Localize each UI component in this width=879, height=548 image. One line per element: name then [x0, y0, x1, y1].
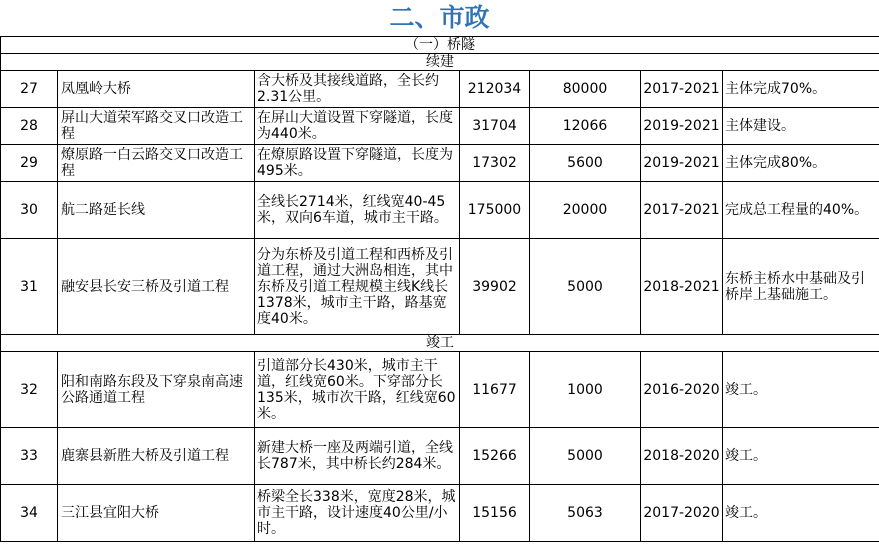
total-investment: 17302	[460, 145, 530, 182]
construction-years: 2019-2021	[641, 108, 723, 145]
planned-investment: 5000	[530, 428, 641, 485]
group-header-completed: 竣工	[1, 335, 879, 352]
planned-investment: 5000	[530, 239, 641, 335]
planned-investment: 5600	[530, 145, 641, 182]
page-title: 二、市政	[389, 3, 490, 32]
table-row	[1, 108, 879, 145]
construction-years: 2016-2020	[641, 352, 723, 428]
progress: 主体建设。	[723, 108, 879, 145]
construction-scope: 引道部分长430米，城市主干道，红线宽60米。下穿部分长135米，城市次干路，红线宽60米。	[255, 352, 460, 428]
construction-scope: 在屏山大道设置下穿隧道，长度为440米。	[255, 108, 460, 145]
project-name: 凤凰岭大桥	[58, 71, 255, 108]
table-row	[1, 428, 879, 485]
planned-investment: 20000	[530, 182, 641, 239]
table-row	[1, 352, 879, 428]
total-investment: 11677	[460, 352, 530, 428]
group-header-ongoing: 续建	[1, 54, 879, 71]
project-table	[0, 36, 879, 542]
row-number: 28	[1, 108, 58, 145]
row-number: 31	[1, 239, 58, 335]
progress: 竣工。	[723, 352, 879, 428]
planned-investment: 1000	[530, 352, 641, 428]
row-number: 29	[1, 145, 58, 182]
row-number: 30	[1, 182, 58, 239]
total-investment: 39902	[460, 239, 530, 335]
row-number: 34	[1, 485, 58, 542]
table-row	[1, 71, 879, 108]
project-name: 燎原路一白云路交叉口改造工程	[58, 145, 255, 182]
table-row	[1, 182, 879, 239]
total-investment: 212034	[460, 71, 530, 108]
construction-scope: 新建大桥一座及两端引道，全线长787米，其中桥长约284米。	[255, 428, 460, 485]
total-investment: 15156	[460, 485, 530, 542]
progress: 主体完成80%。	[723, 145, 879, 182]
planned-investment: 80000	[530, 71, 641, 108]
project-name: 融安县长安三桥及引道工程	[58, 239, 255, 335]
project-name: 屏山大道荣军路交叉口改造工程	[58, 108, 255, 145]
project-name: 航二路延长线	[58, 182, 255, 239]
section-header: （一）桥隧	[1, 37, 879, 54]
total-investment: 175000	[460, 182, 530, 239]
row-number: 32	[1, 352, 58, 428]
project-name: 阳和南路东段及下穿泉南高速公路通道工程	[58, 352, 255, 428]
construction-scope: 分为东桥及引道工程和西桥及引道工程，通过大洲岛相连，其中东桥及引道工程规模主线K线长1378米，城市主干路，路基宽度40米。	[255, 239, 460, 335]
table-row	[1, 239, 879, 335]
project-name: 三江县宜阳大桥	[58, 485, 255, 542]
construction-years: 2018-2020	[641, 428, 723, 485]
construction-years: 2017-2021	[641, 182, 723, 239]
progress: 竣工。	[723, 485, 879, 542]
construction-years: 2017-2021	[641, 71, 723, 108]
construction-scope: 在燎原路设置下穿隧道，长度为495米。	[255, 145, 460, 182]
construction-scope: 全线长2714米，红线宽40-45米，双向6车道，城市主干路。	[255, 182, 460, 239]
progress: 竣工。	[723, 428, 879, 485]
progress: 完成总工程量的40%。	[723, 182, 879, 239]
progress: 东桥主桥水中基础及引桥岸上基础施工。	[723, 239, 879, 335]
row-number: 33	[1, 428, 58, 485]
planned-investment: 5063	[530, 485, 641, 542]
table-row	[1, 485, 879, 542]
construction-scope: 桥梁全长338米，宽度28米，城市主干路，设计速度40公里/小时。	[255, 485, 460, 542]
total-investment: 31704	[460, 108, 530, 145]
total-investment: 15266	[460, 428, 530, 485]
construction-years: 2018-2021	[641, 239, 723, 335]
row-number: 27	[1, 71, 58, 108]
construction-years: 2019-2021	[641, 145, 723, 182]
construction-scope: 含大桥及其接线道路，全长约2.31公里。	[255, 71, 460, 108]
project-name: 鹿寨县新胜大桥及引道工程	[58, 428, 255, 485]
table-row	[1, 145, 879, 182]
progress: 主体完成70%。	[723, 71, 879, 108]
construction-years: 2017-2020	[641, 485, 723, 542]
planned-investment: 12066	[530, 108, 641, 145]
